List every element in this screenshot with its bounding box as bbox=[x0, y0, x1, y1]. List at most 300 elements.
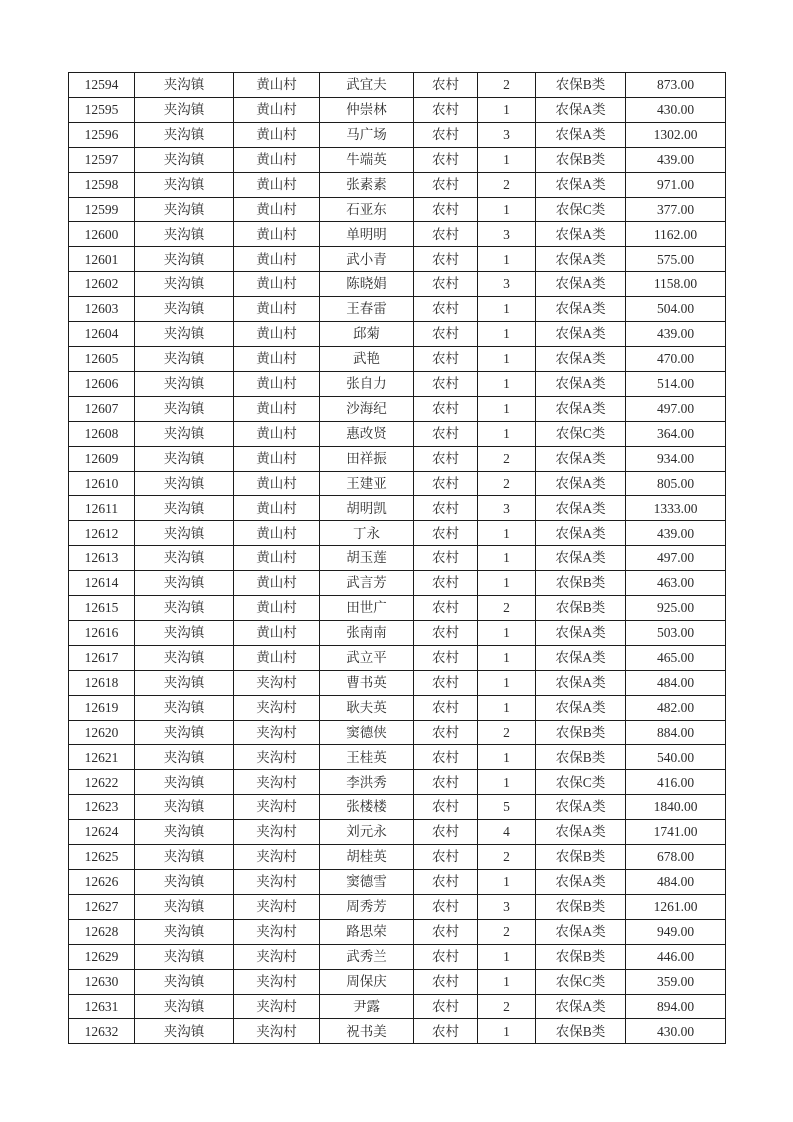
cell-insurance-category: 农保A类 bbox=[536, 222, 626, 247]
cell-village: 夹沟村 bbox=[234, 1019, 320, 1044]
table-row bbox=[69, 322, 726, 347]
cell-household-type: 农村 bbox=[414, 670, 478, 695]
cell-amount: 504.00 bbox=[626, 297, 726, 322]
cell-name: 刘元永 bbox=[320, 820, 414, 845]
cell-person-count: 2 bbox=[478, 845, 536, 870]
cell-town: 夹沟镇 bbox=[135, 247, 234, 272]
cell-village: 夹沟村 bbox=[234, 695, 320, 720]
cell-village: 夹沟村 bbox=[234, 944, 320, 969]
table-row bbox=[69, 695, 726, 720]
cell-insurance-category: 农保A类 bbox=[536, 795, 626, 820]
cell-village: 黄山村 bbox=[234, 620, 320, 645]
cell-person-count: 1 bbox=[478, 147, 536, 172]
cell-person-count: 3 bbox=[478, 272, 536, 297]
cell-household-type: 农村 bbox=[414, 894, 478, 919]
cell-insurance-category: 农保A类 bbox=[536, 122, 626, 147]
cell-household-type: 农村 bbox=[414, 795, 478, 820]
table-row bbox=[69, 795, 726, 820]
cell-serial-number: 12606 bbox=[69, 371, 135, 396]
cell-village: 黄山村 bbox=[234, 421, 320, 446]
cell-person-count: 2 bbox=[478, 720, 536, 745]
cell-amount: 465.00 bbox=[626, 645, 726, 670]
cell-household-type: 农村 bbox=[414, 421, 478, 446]
cell-person-count: 2 bbox=[478, 73, 536, 98]
cell-town: 夹沟镇 bbox=[135, 421, 234, 446]
cell-amount: 430.00 bbox=[626, 1019, 726, 1044]
cell-person-count: 1 bbox=[478, 944, 536, 969]
cell-name: 周保庆 bbox=[320, 969, 414, 994]
cell-person-count: 1 bbox=[478, 396, 536, 421]
table-row bbox=[69, 546, 726, 571]
table-row bbox=[69, 496, 726, 521]
cell-name: 李洪秀 bbox=[320, 770, 414, 795]
cell-serial-number: 12602 bbox=[69, 272, 135, 297]
cell-household-type: 农村 bbox=[414, 272, 478, 297]
cell-insurance-category: 农保A类 bbox=[536, 496, 626, 521]
cell-household-type: 农村 bbox=[414, 446, 478, 471]
cell-village: 黄山村 bbox=[234, 73, 320, 98]
cell-amount: 575.00 bbox=[626, 247, 726, 272]
cell-person-count: 1 bbox=[478, 571, 536, 596]
cell-serial-number: 12612 bbox=[69, 521, 135, 546]
cell-household-type: 农村 bbox=[414, 919, 478, 944]
cell-serial-number: 12626 bbox=[69, 870, 135, 895]
cell-household-type: 农村 bbox=[414, 1019, 478, 1044]
cell-town: 夹沟镇 bbox=[135, 471, 234, 496]
cell-town: 夹沟镇 bbox=[135, 172, 234, 197]
cell-amount: 873.00 bbox=[626, 73, 726, 98]
cell-name: 仲崇林 bbox=[320, 97, 414, 122]
cell-insurance-category: 农保A类 bbox=[536, 521, 626, 546]
cell-village: 黄山村 bbox=[234, 147, 320, 172]
cell-serial-number: 12622 bbox=[69, 770, 135, 795]
cell-insurance-category: 农保A类 bbox=[536, 670, 626, 695]
cell-insurance-category: 农保A类 bbox=[536, 994, 626, 1019]
cell-household-type: 农村 bbox=[414, 695, 478, 720]
cell-person-count: 1 bbox=[478, 770, 536, 795]
cell-household-type: 农村 bbox=[414, 346, 478, 371]
cell-name: 张自力 bbox=[320, 371, 414, 396]
cell-town: 夹沟镇 bbox=[135, 919, 234, 944]
cell-amount: 1302.00 bbox=[626, 122, 726, 147]
cell-village: 夹沟村 bbox=[234, 670, 320, 695]
cell-amount: 439.00 bbox=[626, 147, 726, 172]
cell-serial-number: 12610 bbox=[69, 471, 135, 496]
table-row bbox=[69, 222, 726, 247]
table-row bbox=[69, 820, 726, 845]
cell-person-count: 1 bbox=[478, 97, 536, 122]
cell-amount: 805.00 bbox=[626, 471, 726, 496]
cell-household-type: 农村 bbox=[414, 546, 478, 571]
cell-household-type: 农村 bbox=[414, 297, 478, 322]
cell-insurance-category: 农保B类 bbox=[536, 571, 626, 596]
cell-serial-number: 12604 bbox=[69, 322, 135, 347]
table-row bbox=[69, 97, 726, 122]
cell-town: 夹沟镇 bbox=[135, 122, 234, 147]
table-row bbox=[69, 471, 726, 496]
cell-insurance-category: 农保B类 bbox=[536, 147, 626, 172]
cell-insurance-category: 农保B类 bbox=[536, 1019, 626, 1044]
cell-amount: 359.00 bbox=[626, 969, 726, 994]
cell-person-count: 4 bbox=[478, 820, 536, 845]
cell-person-count: 1 bbox=[478, 620, 536, 645]
cell-name: 王春雷 bbox=[320, 297, 414, 322]
cell-town: 夹沟镇 bbox=[135, 695, 234, 720]
cell-amount: 1333.00 bbox=[626, 496, 726, 521]
cell-village: 黄山村 bbox=[234, 596, 320, 621]
cell-village: 夹沟村 bbox=[234, 894, 320, 919]
cell-town: 夹沟镇 bbox=[135, 147, 234, 172]
cell-person-count: 1 bbox=[478, 247, 536, 272]
cell-name: 周秀芳 bbox=[320, 894, 414, 919]
cell-person-count: 1 bbox=[478, 346, 536, 371]
cell-town: 夹沟镇 bbox=[135, 745, 234, 770]
cell-serial-number: 12630 bbox=[69, 969, 135, 994]
cell-household-type: 农村 bbox=[414, 720, 478, 745]
cell-serial-number: 12629 bbox=[69, 944, 135, 969]
cell-person-count: 1 bbox=[478, 870, 536, 895]
cell-town: 夹沟镇 bbox=[135, 322, 234, 347]
cell-person-count: 1 bbox=[478, 1019, 536, 1044]
cell-household-type: 农村 bbox=[414, 322, 478, 347]
cell-village: 夹沟村 bbox=[234, 770, 320, 795]
cell-person-count: 3 bbox=[478, 496, 536, 521]
cell-amount: 470.00 bbox=[626, 346, 726, 371]
cell-person-count: 2 bbox=[478, 919, 536, 944]
cell-name: 武立平 bbox=[320, 645, 414, 670]
cell-person-count: 2 bbox=[478, 446, 536, 471]
cell-name: 张楼楼 bbox=[320, 795, 414, 820]
cell-person-count: 2 bbox=[478, 471, 536, 496]
cell-amount: 894.00 bbox=[626, 994, 726, 1019]
cell-name: 武小青 bbox=[320, 247, 414, 272]
cell-household-type: 农村 bbox=[414, 645, 478, 670]
cell-serial-number: 12628 bbox=[69, 919, 135, 944]
cell-town: 夹沟镇 bbox=[135, 446, 234, 471]
cell-town: 夹沟镇 bbox=[135, 994, 234, 1019]
cell-name: 田世广 bbox=[320, 596, 414, 621]
cell-person-count: 2 bbox=[478, 172, 536, 197]
cell-insurance-category: 农保A类 bbox=[536, 247, 626, 272]
cell-serial-number: 12616 bbox=[69, 620, 135, 645]
cell-person-count: 1 bbox=[478, 297, 536, 322]
cell-name: 胡明凯 bbox=[320, 496, 414, 521]
table-row bbox=[69, 571, 726, 596]
cell-name: 胡桂英 bbox=[320, 845, 414, 870]
cell-serial-number: 12609 bbox=[69, 446, 135, 471]
cell-town: 夹沟镇 bbox=[135, 894, 234, 919]
cell-insurance-category: 农保A类 bbox=[536, 172, 626, 197]
cell-town: 夹沟镇 bbox=[135, 596, 234, 621]
cell-serial-number: 12613 bbox=[69, 546, 135, 571]
cell-household-type: 农村 bbox=[414, 944, 478, 969]
cell-amount: 497.00 bbox=[626, 546, 726, 571]
cell-insurance-category: 农保A类 bbox=[536, 645, 626, 670]
cell-household-type: 农村 bbox=[414, 745, 478, 770]
cell-insurance-category: 农保A类 bbox=[536, 97, 626, 122]
cell-insurance-category: 农保B类 bbox=[536, 596, 626, 621]
cell-serial-number: 12594 bbox=[69, 73, 135, 98]
table-row bbox=[69, 147, 726, 172]
cell-serial-number: 12618 bbox=[69, 670, 135, 695]
table-row bbox=[69, 870, 726, 895]
cell-person-count: 1 bbox=[478, 695, 536, 720]
cell-name: 王桂英 bbox=[320, 745, 414, 770]
cell-town: 夹沟镇 bbox=[135, 944, 234, 969]
cell-insurance-category: 农保A类 bbox=[536, 346, 626, 371]
cell-person-count: 3 bbox=[478, 894, 536, 919]
cell-insurance-category: 农保C类 bbox=[536, 421, 626, 446]
cell-name: 沙海纪 bbox=[320, 396, 414, 421]
table-row bbox=[69, 969, 726, 994]
cell-amount: 482.00 bbox=[626, 695, 726, 720]
cell-amount: 971.00 bbox=[626, 172, 726, 197]
cell-village: 夹沟村 bbox=[234, 994, 320, 1019]
cell-insurance-category: 农保A类 bbox=[536, 919, 626, 944]
cell-amount: 540.00 bbox=[626, 745, 726, 770]
cell-village: 黄山村 bbox=[234, 322, 320, 347]
cell-household-type: 农村 bbox=[414, 994, 478, 1019]
cell-serial-number: 12625 bbox=[69, 845, 135, 870]
cell-household-type: 农村 bbox=[414, 969, 478, 994]
cell-town: 夹沟镇 bbox=[135, 73, 234, 98]
table-row bbox=[69, 894, 726, 919]
table-row bbox=[69, 944, 726, 969]
cell-name: 田祥振 bbox=[320, 446, 414, 471]
cell-serial-number: 12596 bbox=[69, 122, 135, 147]
cell-town: 夹沟镇 bbox=[135, 820, 234, 845]
cell-amount: 678.00 bbox=[626, 845, 726, 870]
cell-name: 张素素 bbox=[320, 172, 414, 197]
cell-household-type: 农村 bbox=[414, 371, 478, 396]
cell-amount: 1158.00 bbox=[626, 272, 726, 297]
cell-serial-number: 12597 bbox=[69, 147, 135, 172]
cell-town: 夹沟镇 bbox=[135, 272, 234, 297]
cell-serial-number: 12624 bbox=[69, 820, 135, 845]
cell-serial-number: 12631 bbox=[69, 994, 135, 1019]
cell-insurance-category: 农保B类 bbox=[536, 73, 626, 98]
cell-person-count: 2 bbox=[478, 596, 536, 621]
cell-amount: 364.00 bbox=[626, 421, 726, 446]
cell-serial-number: 12600 bbox=[69, 222, 135, 247]
cell-village: 黄山村 bbox=[234, 346, 320, 371]
cell-person-count: 2 bbox=[478, 994, 536, 1019]
cell-person-count: 3 bbox=[478, 122, 536, 147]
cell-person-count: 1 bbox=[478, 645, 536, 670]
cell-town: 夹沟镇 bbox=[135, 521, 234, 546]
cell-town: 夹沟镇 bbox=[135, 1019, 234, 1044]
cell-amount: 884.00 bbox=[626, 720, 726, 745]
cell-serial-number: 12599 bbox=[69, 197, 135, 222]
cell-person-count: 1 bbox=[478, 421, 536, 446]
cell-town: 夹沟镇 bbox=[135, 371, 234, 396]
cell-serial-number: 12607 bbox=[69, 396, 135, 421]
cell-insurance-category: 农保A类 bbox=[536, 870, 626, 895]
table-row bbox=[69, 521, 726, 546]
cell-person-count: 1 bbox=[478, 969, 536, 994]
cell-household-type: 农村 bbox=[414, 770, 478, 795]
cell-insurance-category: 农保A类 bbox=[536, 272, 626, 297]
table-body bbox=[69, 73, 726, 1044]
cell-person-count: 3 bbox=[478, 222, 536, 247]
cell-village: 黄山村 bbox=[234, 446, 320, 471]
cell-serial-number: 12611 bbox=[69, 496, 135, 521]
table-row bbox=[69, 845, 726, 870]
cell-village: 夹沟村 bbox=[234, 745, 320, 770]
cell-village: 黄山村 bbox=[234, 247, 320, 272]
cell-insurance-category: 农保A类 bbox=[536, 471, 626, 496]
cell-household-type: 农村 bbox=[414, 122, 478, 147]
cell-household-type: 农村 bbox=[414, 870, 478, 895]
cell-insurance-category: 农保A类 bbox=[536, 546, 626, 571]
cell-town: 夹沟镇 bbox=[135, 571, 234, 596]
cell-village: 夹沟村 bbox=[234, 720, 320, 745]
cell-village: 夹沟村 bbox=[234, 919, 320, 944]
cell-serial-number: 12621 bbox=[69, 745, 135, 770]
cell-name: 陈晓娟 bbox=[320, 272, 414, 297]
cell-amount: 1261.00 bbox=[626, 894, 726, 919]
cell-person-count: 1 bbox=[478, 322, 536, 347]
cell-name: 窦德雪 bbox=[320, 870, 414, 895]
cell-name: 牛端英 bbox=[320, 147, 414, 172]
cell-town: 夹沟镇 bbox=[135, 795, 234, 820]
cell-insurance-category: 农保A类 bbox=[536, 820, 626, 845]
cell-village: 夹沟村 bbox=[234, 969, 320, 994]
cell-village: 夹沟村 bbox=[234, 845, 320, 870]
cell-household-type: 农村 bbox=[414, 845, 478, 870]
cell-name: 曹书英 bbox=[320, 670, 414, 695]
cell-town: 夹沟镇 bbox=[135, 645, 234, 670]
cell-name: 尹露 bbox=[320, 994, 414, 1019]
cell-name: 武秀兰 bbox=[320, 944, 414, 969]
cell-town: 夹沟镇 bbox=[135, 97, 234, 122]
cell-name: 石亚东 bbox=[320, 197, 414, 222]
cell-household-type: 农村 bbox=[414, 247, 478, 272]
cell-name: 丁永 bbox=[320, 521, 414, 546]
cell-serial-number: 12619 bbox=[69, 695, 135, 720]
cell-amount: 439.00 bbox=[626, 322, 726, 347]
cell-household-type: 农村 bbox=[414, 521, 478, 546]
cell-person-count: 1 bbox=[478, 521, 536, 546]
cell-name: 耿夫英 bbox=[320, 695, 414, 720]
table-row bbox=[69, 994, 726, 1019]
table-row bbox=[69, 645, 726, 670]
cell-town: 夹沟镇 bbox=[135, 222, 234, 247]
table-row bbox=[69, 745, 726, 770]
cell-amount: 484.00 bbox=[626, 670, 726, 695]
cell-amount: 514.00 bbox=[626, 371, 726, 396]
cell-serial-number: 12615 bbox=[69, 596, 135, 621]
cell-village: 黄山村 bbox=[234, 546, 320, 571]
cell-village: 黄山村 bbox=[234, 396, 320, 421]
cell-insurance-category: 农保B类 bbox=[536, 745, 626, 770]
cell-household-type: 农村 bbox=[414, 496, 478, 521]
cell-name: 王建亚 bbox=[320, 471, 414, 496]
cell-serial-number: 12598 bbox=[69, 172, 135, 197]
table-row bbox=[69, 919, 726, 944]
table-row bbox=[69, 1019, 726, 1044]
cell-household-type: 农村 bbox=[414, 571, 478, 596]
cell-amount: 1162.00 bbox=[626, 222, 726, 247]
cell-household-type: 农村 bbox=[414, 222, 478, 247]
cell-household-type: 农村 bbox=[414, 97, 478, 122]
cell-household-type: 农村 bbox=[414, 596, 478, 621]
cell-person-count: 1 bbox=[478, 745, 536, 770]
cell-insurance-category: 农保C类 bbox=[536, 197, 626, 222]
cell-name: 路思荣 bbox=[320, 919, 414, 944]
table-row bbox=[69, 122, 726, 147]
cell-name: 武宜夫 bbox=[320, 73, 414, 98]
cell-amount: 497.00 bbox=[626, 396, 726, 421]
cell-amount: 925.00 bbox=[626, 596, 726, 621]
table-row bbox=[69, 421, 726, 446]
cell-amount: 503.00 bbox=[626, 620, 726, 645]
table-row bbox=[69, 172, 726, 197]
table-row bbox=[69, 346, 726, 371]
cell-insurance-category: 农保A类 bbox=[536, 396, 626, 421]
cell-insurance-category: 农保B类 bbox=[536, 944, 626, 969]
cell-village: 黄山村 bbox=[234, 645, 320, 670]
cell-amount: 1840.00 bbox=[626, 795, 726, 820]
cell-name: 武言芳 bbox=[320, 571, 414, 596]
cell-household-type: 农村 bbox=[414, 172, 478, 197]
cell-insurance-category: 农保B类 bbox=[536, 894, 626, 919]
cell-village: 黄山村 bbox=[234, 297, 320, 322]
cell-amount: 463.00 bbox=[626, 571, 726, 596]
cell-town: 夹沟镇 bbox=[135, 496, 234, 521]
table-row bbox=[69, 446, 726, 471]
cell-amount: 377.00 bbox=[626, 197, 726, 222]
cell-amount: 484.00 bbox=[626, 870, 726, 895]
cell-town: 夹沟镇 bbox=[135, 670, 234, 695]
cell-household-type: 农村 bbox=[414, 396, 478, 421]
cell-serial-number: 12617 bbox=[69, 645, 135, 670]
cell-serial-number: 12620 bbox=[69, 720, 135, 745]
table-row bbox=[69, 720, 726, 745]
cell-person-count: 1 bbox=[478, 197, 536, 222]
cell-town: 夹沟镇 bbox=[135, 845, 234, 870]
cell-household-type: 农村 bbox=[414, 147, 478, 172]
cell-town: 夹沟镇 bbox=[135, 969, 234, 994]
cell-amount: 416.00 bbox=[626, 770, 726, 795]
cell-name: 武艳 bbox=[320, 346, 414, 371]
cell-serial-number: 12603 bbox=[69, 297, 135, 322]
cell-village: 夹沟村 bbox=[234, 795, 320, 820]
cell-name: 马广场 bbox=[320, 122, 414, 147]
table-row bbox=[69, 247, 726, 272]
cell-village: 黄山村 bbox=[234, 97, 320, 122]
cell-household-type: 农村 bbox=[414, 197, 478, 222]
cell-insurance-category: 农保A类 bbox=[536, 297, 626, 322]
cell-village: 黄山村 bbox=[234, 521, 320, 546]
cell-town: 夹沟镇 bbox=[135, 770, 234, 795]
cell-household-type: 农村 bbox=[414, 820, 478, 845]
cell-village: 夹沟村 bbox=[234, 820, 320, 845]
cell-village: 黄山村 bbox=[234, 371, 320, 396]
cell-village: 黄山村 bbox=[234, 122, 320, 147]
cell-village: 黄山村 bbox=[234, 471, 320, 496]
cell-name: 窦德侠 bbox=[320, 720, 414, 745]
cell-village: 黄山村 bbox=[234, 571, 320, 596]
table-row bbox=[69, 596, 726, 621]
cell-amount: 1741.00 bbox=[626, 820, 726, 845]
table-row bbox=[69, 670, 726, 695]
cell-person-count: 1 bbox=[478, 546, 536, 571]
cell-serial-number: 12595 bbox=[69, 97, 135, 122]
cell-insurance-category: 农保B类 bbox=[536, 720, 626, 745]
cell-insurance-category: 农保A类 bbox=[536, 446, 626, 471]
cell-town: 夹沟镇 bbox=[135, 346, 234, 371]
